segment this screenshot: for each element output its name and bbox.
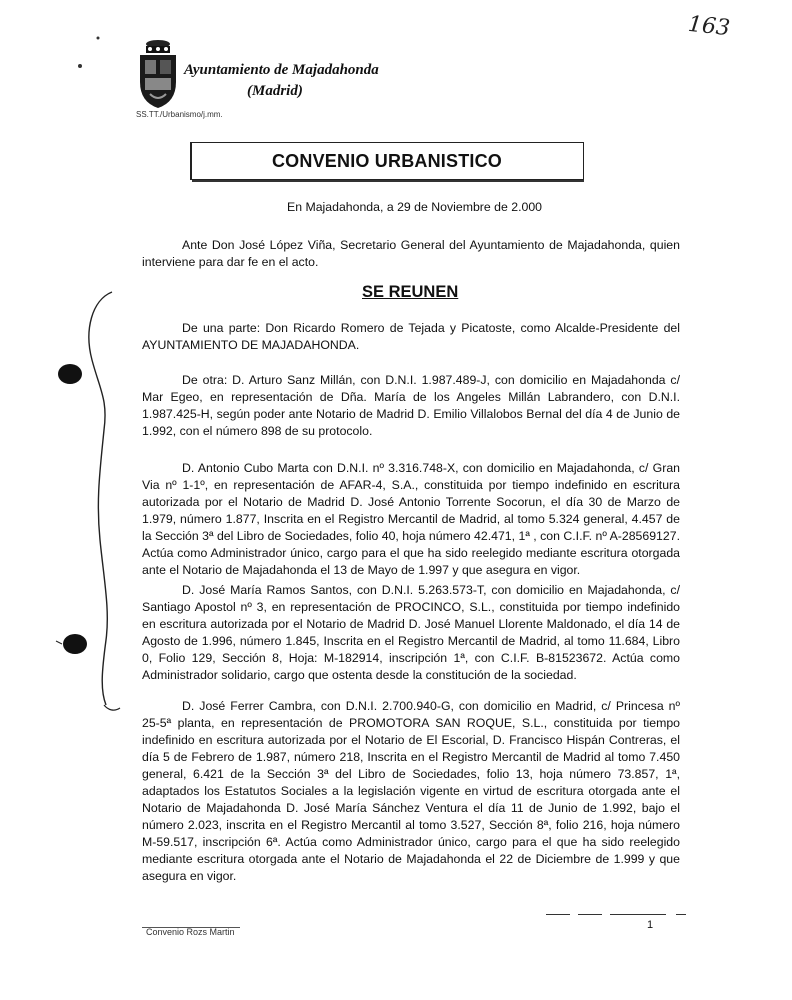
scan-speck	[78, 64, 82, 68]
hand-drawn-bracket	[89, 292, 112, 705]
scan-speck	[97, 37, 100, 40]
department-reference: SS.TT./Urbanismo/j.mm.	[136, 110, 223, 119]
place-and-date: En Majadahonda, a 29 de Noviembre de 2.000	[287, 200, 542, 214]
punch-hole	[58, 364, 82, 384]
footer-dash	[546, 914, 570, 915]
intro-text: Ante Don José López Viña, Secretario General del Ayuntamiento de Majadahonda, quien interviene para dar fe en el acto.	[142, 238, 680, 269]
footer-dash	[676, 914, 686, 915]
party-text: D. Antonio Cubo Marta con D.N.I. nº 3.316.748-X, con domicilio en Majadahonda, c/ Gran Via nº 1-1º, en representación de AFAR-4, S.A., constituida por tiempo indefinido en escritura autorizada por el Notario de Madrid D. José Antonio Torrente Socorun, el día 30 de Marzo de 1.979, número 1.877, Inscrita en el Registro Mercantil de Madrid, al tomo 5.324 general, 4.457 de la Sección 3ª del Libro de Sociedades, folio 40, hoja número 42.471, 1ª , con C.I.F. nº A-28569127. Actúa como Administrador único, cargo para el que ha sido reelegido mediante escritura otorgada ante el Notario de Majadahonda el 13 de Mayo de 1.997 y que asegura en vigor.	[142, 461, 680, 577]
hand-drawn-tick	[104, 705, 120, 710]
handwritten-page-number: 163	[686, 11, 732, 42]
footer-dash	[610, 914, 666, 915]
party-text: De una parte: Don Ricardo Romero de Tejada y Picatoste, como Alcalde-Presidente del AYUNTAMIENTO DE MAJADAHONDA.	[142, 321, 680, 352]
document-title: CONVENIO URBANISTICO	[271, 151, 502, 171]
footer-label: Convenio Rozs Martin	[146, 927, 235, 937]
punch-hole	[63, 634, 87, 654]
footer-dash	[578, 914, 602, 915]
municipality-name: Ayuntamiento de Majadahonda	[184, 62, 379, 78]
party-text: D. José María Ramos Santos, con D.N.I. 5.263.573-T, con domicilio en Majadahonda, c/ Santiago Apostol nº 3, en representación de PROCINCO, S.L., constituida por tiempo indefinido en escritura autorizada por el Notario de Madrid D. José Manuel Llorente Maldonado, el día 14 de Agosto de 1.996, número 1.845, Inscrita en el Registro Mercantil de Madrid, al tomo 11.684, Libro 0, Folio 129, Sección 8, Hoja: M-182914, inscripción 1ª, con C.I.F. B-81523672. Actúa como Administrador solidario, cargo que ostenta desde la constitución de la sociedad.	[142, 583, 680, 682]
party-text: De otra: D. Arturo Sanz Millán, con D.N.I. 1.987.489-J, con domicilio en Majadahonda c/ Mar Egeo, en representación de Dña. María de los Angeles Millán Labrandero, con D.N.I. 1.987.425-H, según poder ante Notario de Madrid D. Emilio Villalobos Bernal del día 4 de Junio de 1.992, con el número 898 de su protocolo.	[142, 373, 680, 438]
section-heading: SE REUNEN	[362, 283, 459, 301]
municipality-region: (Madrid)	[247, 83, 303, 99]
footer-page-number: 1	[647, 919, 654, 931]
party-text: D. José Ferrer Cambra, con D.N.I. 2.700.940-G, con domicilio en Madrid, c/ Princesa nº 25-5ª planta, en representación de PROMOTORA SAN ROQUE, S.L., constituida por tiempo indefinido en escritura autorizada por el Notario de El Escorial, D. Francisco Hispán Contreras, el día 5 de Febrero de 1.987, número 218, Inscrita en el Registro Mercantil de Madrid al tomo 7.450 general, 6.421 de la Sección 3ª del Libro de Sociedades, folio 13, hoja número 73.857, 1ª, adaptados los Estatutos Sociales a la legislación vigente en virtud de escritura otorgada ante el Notario de Majadahonda D. José María Sánchez Ventura el día 11 de Junio de 1.992, bajo el número 2.023, inscrita en el Registro Mercantil al tomo 3.527, Sección 8ª, folio 216, hoja número M-59.517, inscripción 6ª. Actúa como Administrador único, cargo para el que ha sido reelegido mediante escritura otorgada ante el Notario de Majadahonda el 22 de Diciembre de 1.999 y que asegura en vigor.	[142, 699, 680, 883]
scan-speck	[56, 641, 62, 644]
